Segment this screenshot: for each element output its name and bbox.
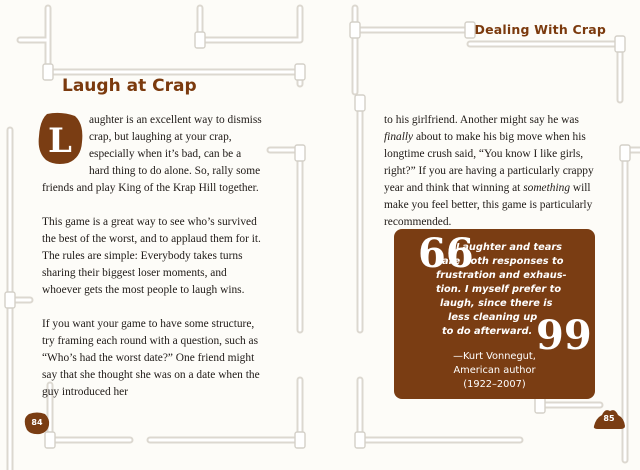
page-number-left: 84 — [31, 418, 43, 427]
quote-line-3: frustration and exhaus- — [436, 270, 567, 281]
quote-author-role: American author — [453, 365, 536, 376]
page-number-right: 85 — [603, 414, 615, 423]
quote-box — [394, 229, 595, 399]
paragraph-4-part-a: to his girlfriend. Another might say he was — [384, 114, 579, 126]
paragraph-4-part-c: will make you feel better, this game is particularly recommended. — [384, 182, 593, 228]
close-quote-icon: 99 — [536, 312, 592, 359]
paragraph-4 — [384, 112, 594, 231]
paragraph-1 — [42, 112, 264, 197]
quote-line-7: to do afterward. — [442, 326, 533, 337]
quote-line-4: tion. I myself prefer to — [436, 284, 562, 295]
quote-author-years: (1922–2007) — [463, 379, 526, 390]
quote-author: —Kurt Vonnegut, — [453, 351, 536, 362]
quote-line-6: less cleaning up — [448, 312, 538, 323]
paragraph-4-part-b: about to make his big move when his longtime crush said, “You know I like girls, right?” If you are having a particularly crappy year and think that winning at — [384, 131, 594, 194]
emphasis-something: something — [523, 182, 571, 194]
running-head: Dealing With Crap — [474, 22, 606, 37]
left-column — [42, 112, 264, 418]
drop-cap-letter: L — [48, 121, 72, 161]
paragraph-2: This game is a great way to see who’s survived the best of the worst, and to applaud them for it. The rules are simple: Everybody takes turns sharing their biggest loser moments, and whoever gets the most people to laugh wins. — [42, 216, 261, 296]
paragraph-3: If you want your game to have some structure, try framing each round with a question, such as “Who’s had the worst date?” One friend might say that she thought she was on a date when the guy introduced her — [42, 318, 260, 398]
emphasis-finally: finally — [384, 131, 414, 143]
section-title: Laugh at Crap — [62, 76, 197, 96]
right-column — [384, 112, 594, 248]
open-quote-icon: 66 — [418, 230, 474, 277]
paragraph-1-text: aughter is an excellent way to dismiss crap, but laughing at your crap, especially when it’s bad, can be a hard thing to do alone. So, rally some friends and play King of the Krap Hill together. — [42, 114, 262, 194]
quote-line-2: are both responses to — [442, 256, 564, 267]
quote-line-5: laugh, since there is — [440, 298, 553, 309]
drop-cap-icon — [38, 112, 83, 165]
quote-line-1: Laughter and tears — [456, 242, 562, 253]
